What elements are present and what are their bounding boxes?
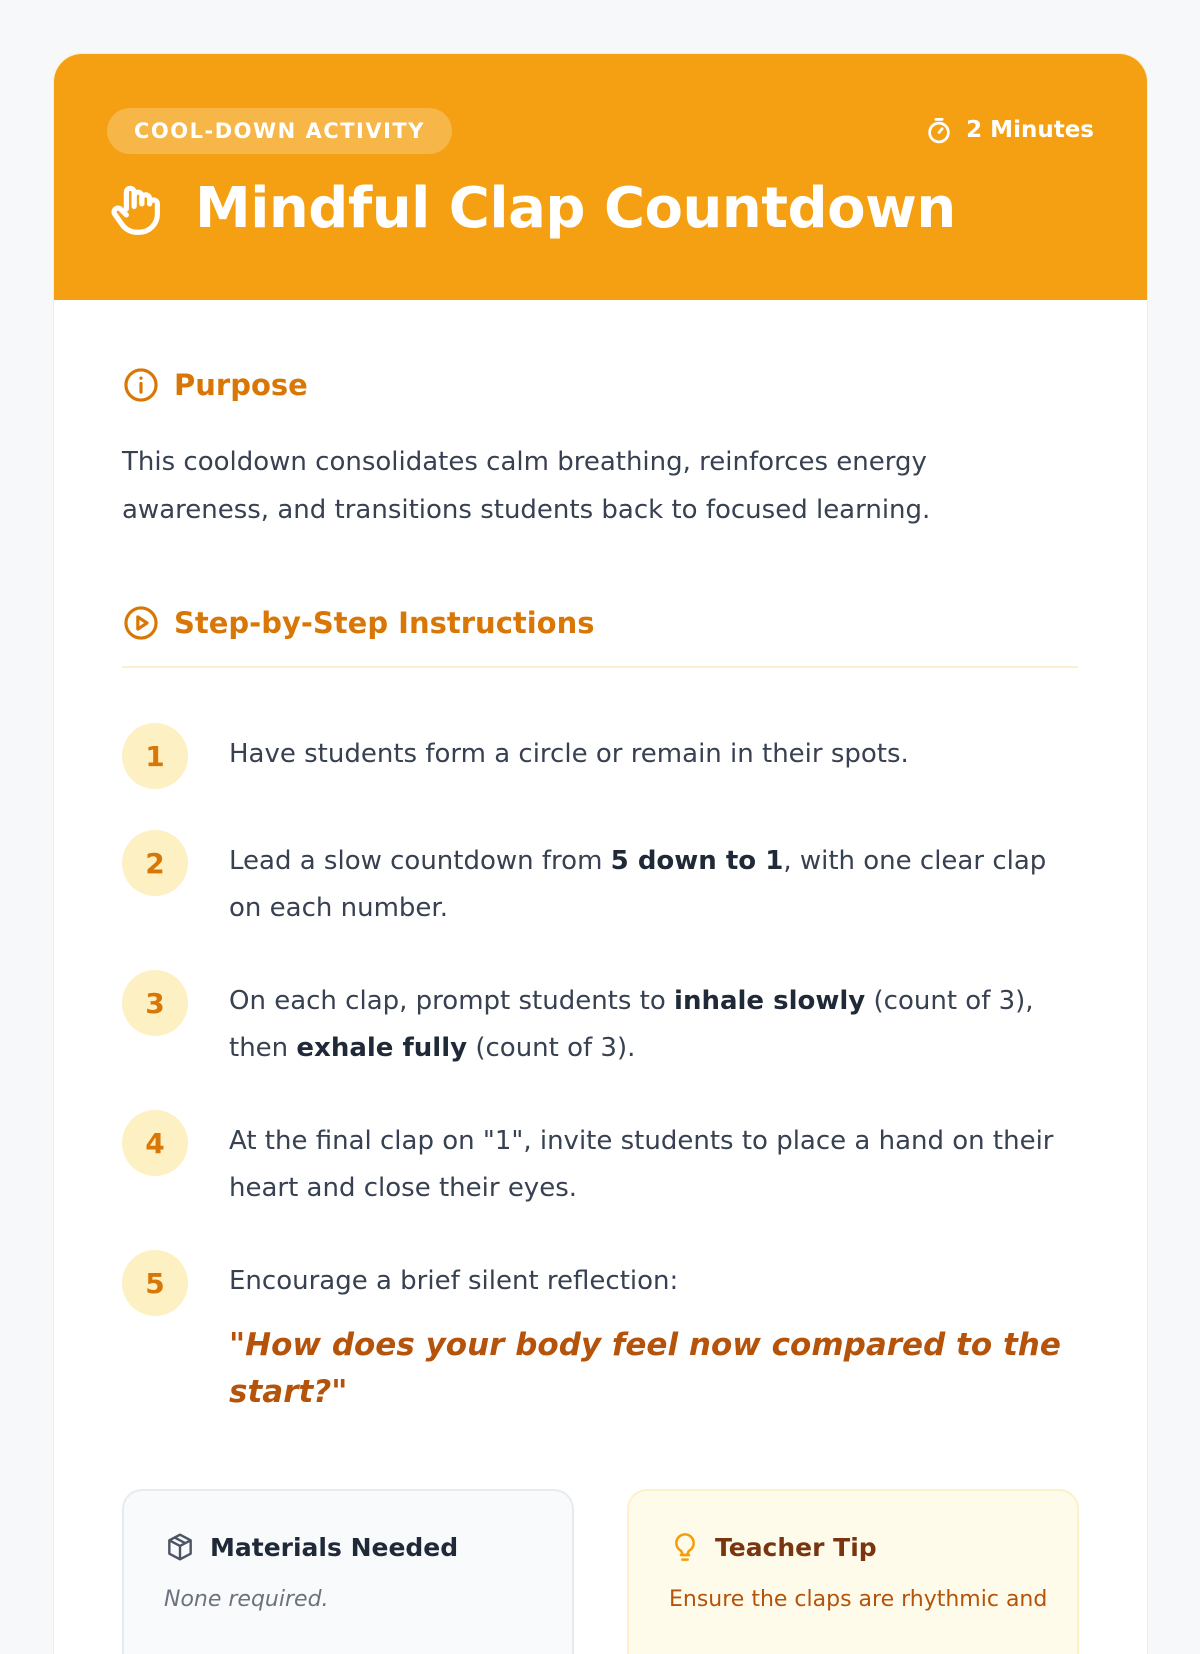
- tip-text: Ensure the claps are rhythmic and: [669, 1587, 1048, 1612]
- step-number: 1: [122, 723, 188, 789]
- materials-box: [122, 1489, 574, 1654]
- step-number: 3: [122, 970, 188, 1036]
- purpose-text: This cooldown consolidates calm breathing, reinforces energy awareness, and transitions students back to focused learning.: [122, 447, 931, 525]
- tip-heading-label: Teacher Tip: [715, 1532, 877, 1562]
- page-title-row: [107, 176, 956, 241]
- instructions-heading-label: Step-by-Step Instructions: [174, 606, 595, 640]
- activity-type-badge: COOL-DOWN ACTIVITY: [107, 108, 452, 154]
- info-icon: [122, 366, 160, 404]
- clap-hand-icon: [107, 178, 169, 240]
- purpose-heading-label: Purpose: [174, 368, 308, 402]
- stopwatch-icon: [924, 115, 954, 145]
- materials-text: None required.: [164, 1587, 329, 1612]
- reflection-quote: "How does your body feel now compared to the start?": [229, 1327, 1061, 1410]
- section-divider: [122, 666, 1078, 668]
- duration-label: 2 Minutes: [966, 117, 1094, 143]
- activity-header: [54, 54, 1147, 300]
- lightbulb-icon: [669, 1531, 701, 1563]
- step-text: At the final clap on "1", invite students to place a hand on their heart and close their eyes.: [229, 1126, 1054, 1203]
- step-text: On each clap, prompt students to inhale slowly (count of 3), then exhale fully (count of 3).: [229, 986, 1034, 1063]
- tip-heading: [669, 1531, 877, 1563]
- box-icon: [164, 1531, 196, 1563]
- step-number: 5: [122, 1250, 188, 1316]
- instructions-heading: [122, 604, 595, 642]
- materials-heading-label: Materials Needed: [210, 1532, 459, 1562]
- step-text: Encourage a brief silent reflection:: [229, 1266, 679, 1296]
- purpose-heading: [122, 366, 308, 404]
- teacher-tip-box: [627, 1489, 1079, 1654]
- step-text: Have students form a circle or remain in their spots.: [229, 739, 909, 769]
- duration-indicator: [924, 112, 1094, 148]
- step-text: Lead a slow countdown from 5 down to 1, with one clear clap on each number.: [229, 846, 1047, 923]
- activity-card: [54, 54, 1147, 1654]
- play-circle-icon: [122, 604, 160, 642]
- page-title: Mindful Clap Countdown: [195, 176, 956, 241]
- step-number: 2: [122, 830, 188, 896]
- materials-heading: [164, 1531, 458, 1563]
- step-number: 4: [122, 1110, 188, 1176]
